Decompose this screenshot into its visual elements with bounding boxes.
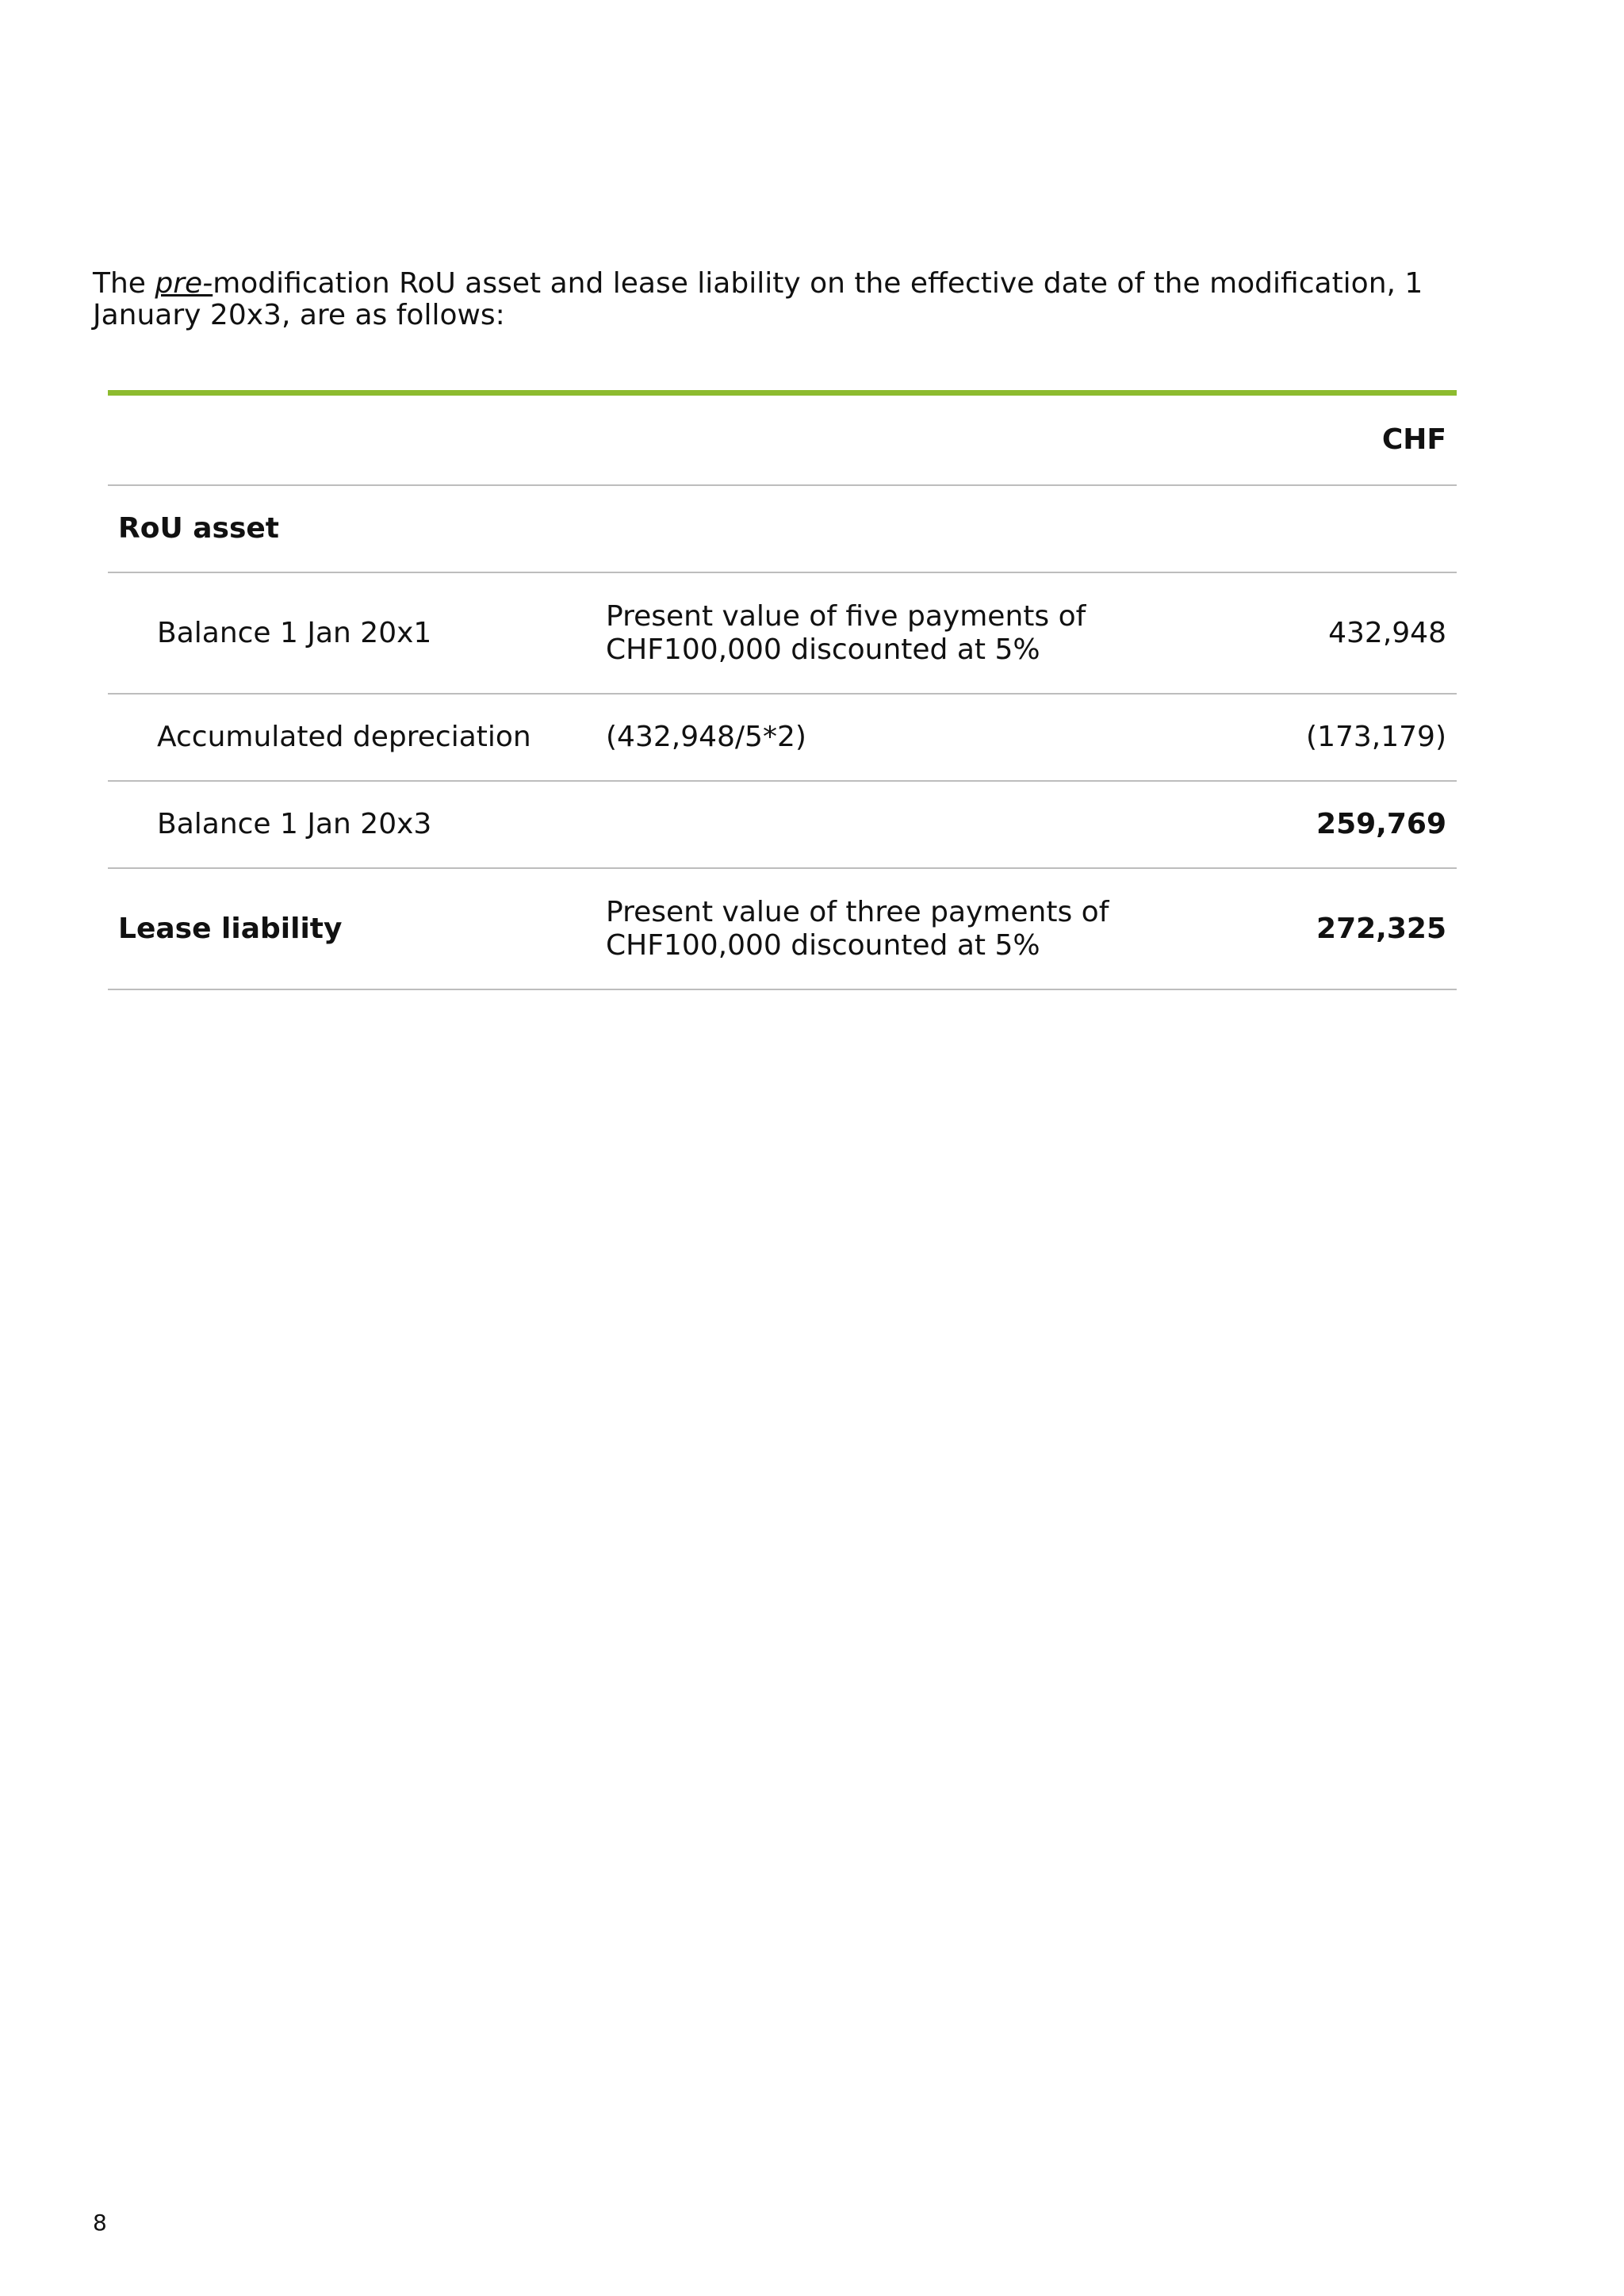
row-amount: (173,179)	[1264, 694, 1457, 781]
lease-liability-label: Lease liability	[108, 868, 606, 989]
row-description	[606, 781, 1264, 868]
intro-text-before: The	[93, 267, 155, 300]
row-amount: 432,948	[1264, 572, 1457, 694]
table-top-rule	[108, 390, 1457, 396]
row-amount: 259,769	[1264, 781, 1457, 868]
lease-table-body	[108, 396, 1457, 990]
lease-table	[108, 390, 1457, 990]
intro-text-after: modification RoU asset and lease liability on the effective date of the modification, 1 January 20x3, are as follows:	[93, 267, 1423, 331]
row-description: (432,948/5*2)	[606, 694, 1264, 781]
row-label: Balance 1 Jan 20x3	[108, 781, 606, 868]
lease-liability-row	[108, 868, 1457, 989]
header-empty-1	[108, 396, 606, 485]
lease-liability-amount: 272,325	[1264, 868, 1457, 989]
table-row	[108, 694, 1457, 781]
row-description: Present value of five payments of CHF100,000 discounted at 5%	[606, 572, 1264, 694]
row-label: Accumulated depreciation	[108, 694, 606, 781]
currency-header: CHF	[1264, 396, 1457, 485]
row-label: Balance 1 Jan 20x1	[108, 572, 606, 694]
intro-emphasis: pre-	[155, 267, 213, 300]
lease-liability-description: Present value of three payments of CHF100,000 discounted at 5%	[606, 868, 1264, 989]
intro-paragraph	[93, 268, 1520, 331]
table-row	[108, 572, 1457, 694]
table-row	[108, 781, 1457, 868]
table-header-row	[108, 396, 1457, 485]
header-empty-2	[606, 396, 1264, 485]
page-number: 8	[93, 2210, 107, 2236]
rou-asset-empty-amount	[1264, 485, 1457, 572]
rou-asset-section-row	[108, 485, 1457, 572]
rou-asset-heading: RoU asset	[108, 485, 606, 572]
rou-asset-empty-desc	[606, 485, 1264, 572]
